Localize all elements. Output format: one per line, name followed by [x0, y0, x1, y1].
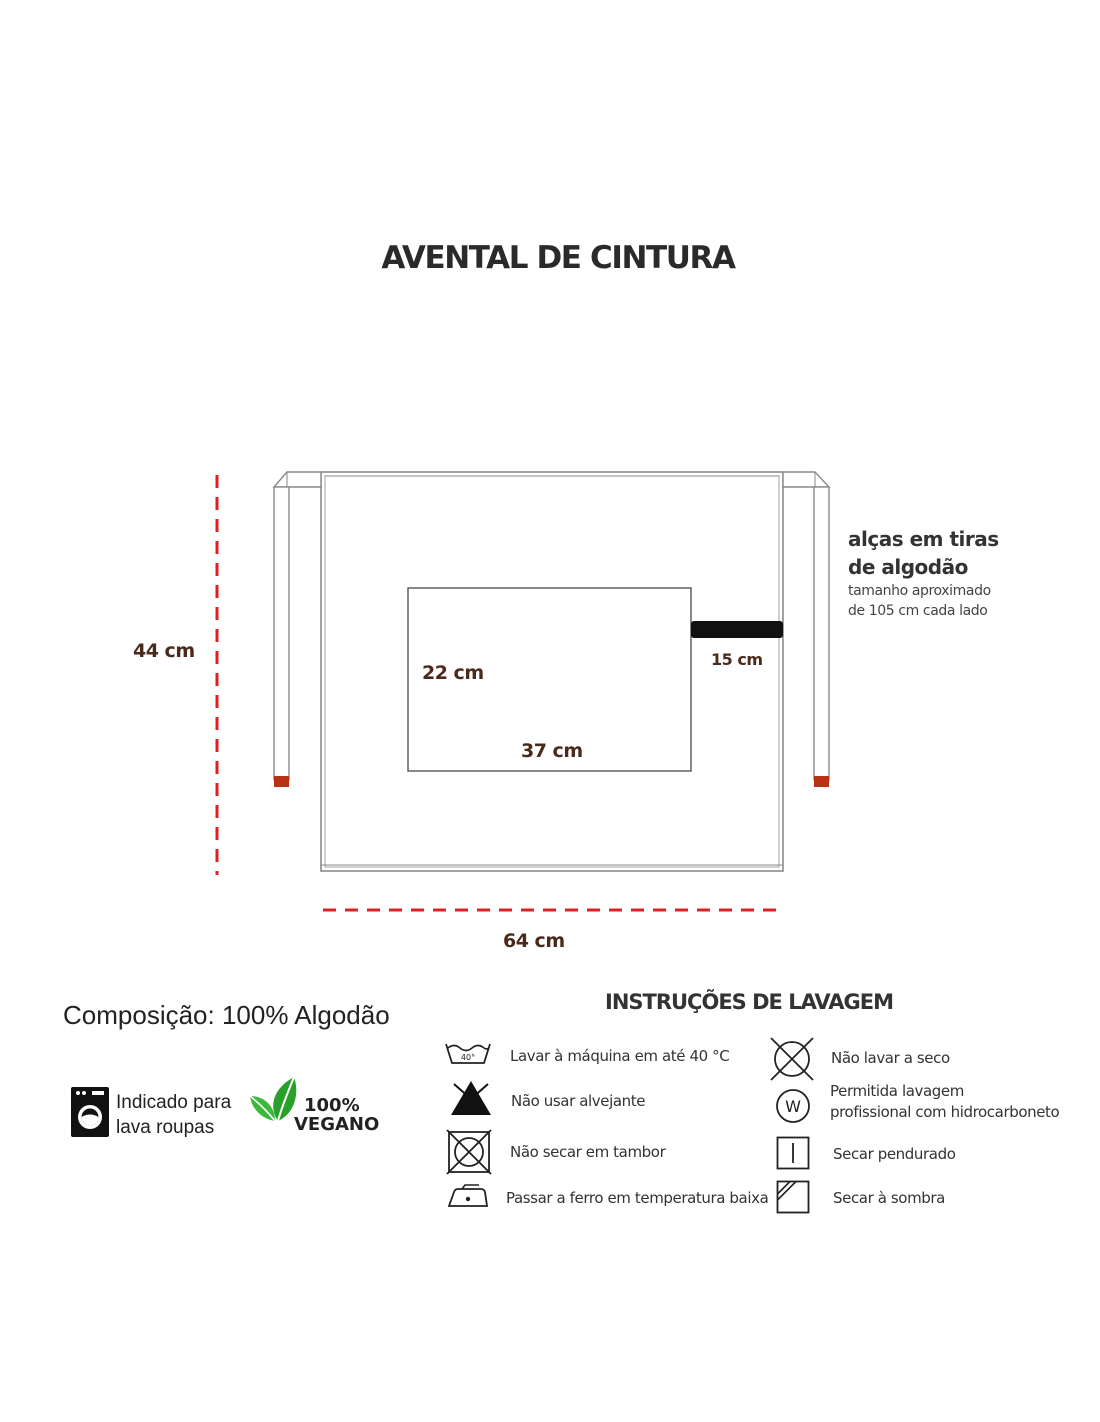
wet-clean-letter: W [785, 1097, 801, 1116]
left-strap-tip [274, 776, 289, 787]
width-label: 64 cm [503, 930, 565, 952]
care-text-professional-clean-line2: profissional com hidrocarboneto [830, 1103, 1060, 1121]
washer-label-line2: lava roupas [116, 1117, 215, 1138]
care-text-professional-clean-line1: Permitida lavagem [830, 1082, 964, 1100]
wash-temp-label: 40° [460, 1053, 476, 1062]
no-tumble-dry-icon [446, 1129, 492, 1179]
care-text-dry-in-shade: Secar à sombra [833, 1189, 945, 1207]
care-text-no-dry-clean: Não lavar a seco [831, 1049, 950, 1067]
care-text-wash-40: Lavar à máquina em até 40 °C [510, 1047, 730, 1065]
vegan-label-line2: VEGANO [294, 1114, 380, 1135]
strap-label-line1: alças em tiras [848, 527, 999, 551]
washer-label-line1: Indicado para [116, 1092, 232, 1113]
right-strap-tip [814, 776, 829, 787]
no-dry-clean-icon [769, 1036, 815, 1086]
care-text-iron-low: Passar a ferro em temperatura baixa [506, 1189, 769, 1207]
strap-note-line1: tamanho aproximado [848, 583, 991, 599]
line-dry-icon [776, 1136, 810, 1174]
care-text-line-dry: Secar pendurado [833, 1145, 956, 1163]
vegan-label-line1: 100% [304, 1095, 360, 1116]
care-text-no-tumble-dry: Não secar em tambor [510, 1143, 666, 1161]
cloth-loop [691, 621, 783, 638]
dry-in-shade-icon [776, 1180, 810, 1218]
composition: Composição: 100% Algodão [63, 1000, 390, 1030]
professional-wet-clean-icon [775, 1088, 811, 1128]
loop-label: 15 cm [711, 650, 763, 669]
left-strap [274, 472, 321, 787]
height-label: 44 cm [133, 640, 195, 662]
strap-label-line2: de algodão [848, 555, 968, 579]
washer-label [116, 1090, 231, 1140]
wash-40-icon [445, 1040, 491, 1070]
right-strap [783, 472, 829, 787]
vegan-label [294, 1095, 380, 1135]
pocket-width-label: 37 cm [521, 740, 583, 762]
strap-annotation [848, 525, 999, 621]
care-text-no-bleach: Não usar alvejante [511, 1092, 646, 1110]
no-bleach-icon [450, 1080, 492, 1120]
iron-low-icon [447, 1184, 489, 1212]
pocket-height-label: 22 cm [422, 662, 484, 684]
washing-title: INSTRUÇÕES DE LAVAGEM [605, 990, 893, 1014]
washing-machine-icon [70, 1086, 110, 1138]
strap-note-line2: de 105 cm cada lado [848, 603, 988, 619]
care-text-professional-clean [830, 1081, 1059, 1123]
page-title: AVENTAL DE CINTURA [381, 240, 735, 276]
